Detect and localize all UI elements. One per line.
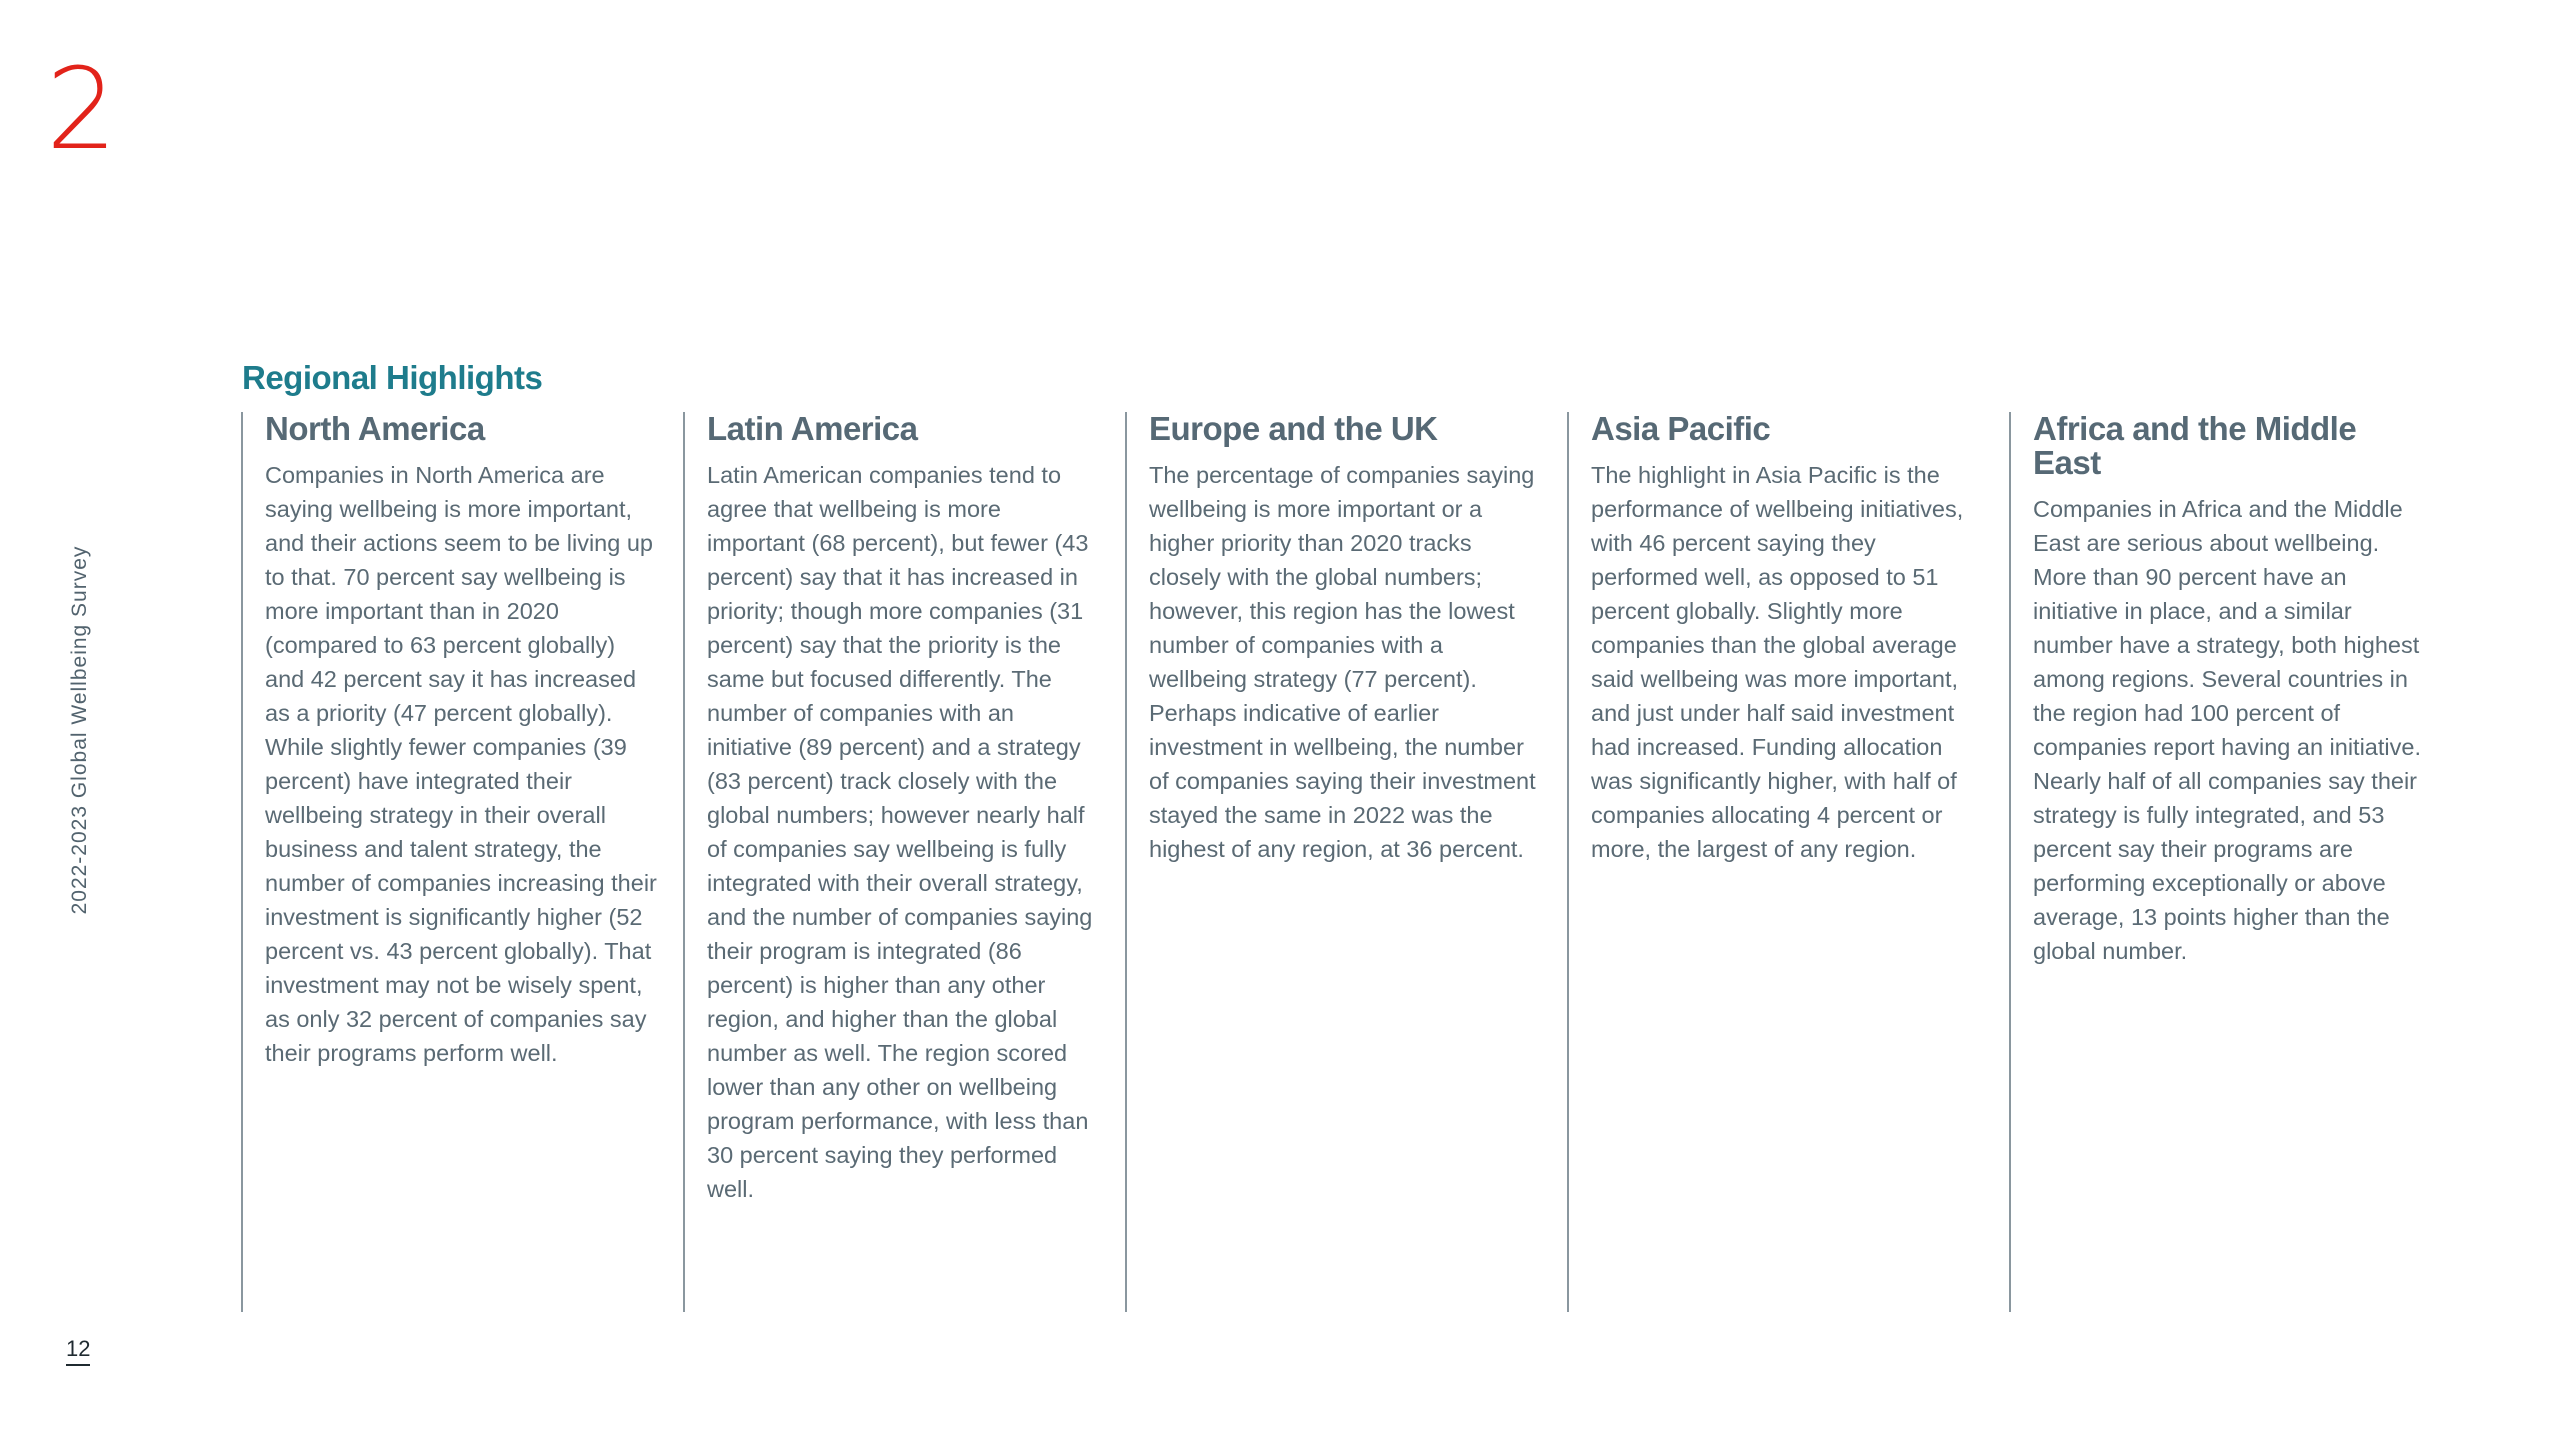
region-column-asia-pacific: [1567, 412, 2009, 1312]
region-title: Latin America: [707, 410, 918, 447]
region-title: Africa and the Middle East: [2033, 410, 2357, 481]
regional-columns: [241, 412, 2452, 1312]
document-side-title: 2022-2023 Global Wellbeing Survey: [68, 545, 91, 915]
region-column-latin-america: [683, 412, 1125, 1312]
page-number[interactable]: 12: [66, 1338, 90, 1366]
region-column-africa-middle-east: [2009, 412, 2451, 1312]
region-title: Europe and the UK: [1149, 410, 1438, 447]
region-title: Asia Pacific: [1591, 410, 1771, 447]
region-title: North America: [265, 410, 485, 447]
region-column-north-america: [241, 412, 683, 1312]
section-heading: Regional Highlights: [242, 359, 543, 397]
region-body: Companies in North America are saying wellbeing is more important, and their actions seem to be living up to that. 70 percent say wellbeing is more important than in 2020 (compared to 63 percent globally) and 42 percent say it has increased as a priority (47 percent globally). While slightly fewer companies (39 percent) have integrated their wellbeing strategy in their overall business and talent strategy, the number of companies increasing their investment is significantly higher (52 percent vs. 43 percent globally). That investment may not be wisely spent, as only 32 percent of companies say their programs perform well.: [265, 462, 657, 1066]
region-body: Latin American companies tend to agree that wellbeing is more important (68 percent), but fewer (43 percent) say that it has increased in priority; though more companies (31 percent) say that the priority is the same but focused differently. The number of companies with an initiative (89 percent) and a strategy (83 percent) track closely with the global numbers; however nearly half of companies say wellbeing is fully integrated with their overall strategy, and the number of companies saying their program is integrated (86 percent) is higher than any other region, and higher than the global number as well. The region scored lower than any other on wellbeing program performance, with less than 30 percent saying they performed well.: [707, 462, 1093, 1202]
region-column-europe-uk: [1125, 412, 1567, 1312]
region-body: The percentage of companies saying wellbeing is more important or a higher priority than 2020 tracks closely with the global numbers; however, this region has the lowest number of companies with a wellbeing strategy (77 percent). Perhaps indicative of earlier investment in wellbeing, the number of companies saying their investment stayed the same in 2022 was the highest of any region, at 36 percent.: [1149, 462, 1536, 862]
region-body: The highlight in Asia Pacific is the performance of wellbeing initiatives, with 46 percent saying they performed well, as opposed to 51 percent globally. Slightly more companies than the global average said wellbeing was more important, and just under half said investment had increased. Funding allocation was significantly higher, with half of companies allocating 4 percent or more, the largest of any region.: [1591, 462, 1964, 862]
region-body: Companies in Africa and the Middle East are serious about wellbeing. More than 90 percent have an initiative in place, and a similar number have a strategy, both highest among regions. Several countries in the region had 100 percent of companies report having an initiative. Nearly half of all companies say their strategy is fully integrated, and 53 percent say their programs are performing exceptionally or above average, 13 points higher than the global number.: [2033, 496, 2421, 964]
chapter-number: 2: [46, 45, 118, 175]
